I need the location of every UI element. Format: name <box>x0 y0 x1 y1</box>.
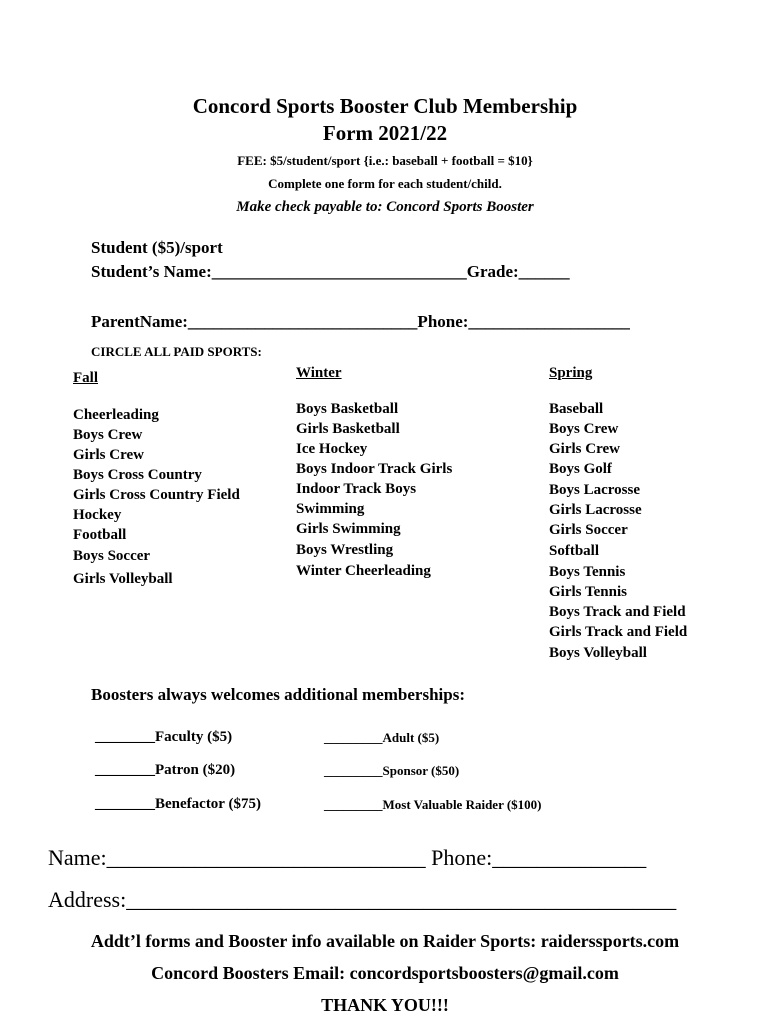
sport-item[interactable]: Girls Cross Country Field <box>73 487 240 503</box>
sport-item[interactable]: Boys Cross Country <box>73 467 202 483</box>
faculty-membership-line[interactable]: ________Faculty ($5) <box>95 729 233 745</box>
sport-item[interactable]: Softball <box>549 543 600 559</box>
sport-item[interactable]: Hockey <box>73 507 122 523</box>
sport-item[interactable]: Girls Volleyball <box>73 571 173 587</box>
sport-item[interactable]: Boys Golf <box>549 461 612 477</box>
mvr-membership-line[interactable]: _________Most Valuable Raider ($100) <box>324 797 542 812</box>
check-payable-note: Make check payable to: Concord Sports Booster <box>236 199 534 215</box>
contact-name-phone-line[interactable]: Name:_____________________________ Phone:______________ <box>48 845 647 870</box>
sport-item[interactable]: Girls Crew <box>549 441 620 457</box>
sport-item[interactable]: Girls Basketball <box>296 421 400 437</box>
sport-item[interactable]: Boys Crew <box>549 421 619 437</box>
sport-item[interactable]: Girls Track and Field <box>549 624 688 640</box>
spring-heading: Spring <box>549 365 593 381</box>
form-title-line1: Concord Sports Booster Club Membership <box>192 94 578 118</box>
sport-item[interactable]: Boys Basketball <box>296 401 399 417</box>
sport-item[interactable]: Swimming <box>296 501 365 517</box>
adult-membership-line[interactable]: _________Adult ($5) <box>324 730 440 745</box>
fall-sports-list <box>73 405 240 589</box>
one-form-note: Complete one form for each student/child. <box>268 176 502 191</box>
sport-item[interactable]: Winter Cheerleading <box>296 563 431 579</box>
sport-item[interactable]: Girls Crew <box>73 447 144 463</box>
sponsor-membership-line[interactable]: _________Sponsor ($50) <box>324 763 460 778</box>
thank-you-note: THANK YOU!!! <box>321 995 449 1015</box>
sport-item[interactable]: Boys Volleyball <box>549 645 647 661</box>
sport-item[interactable]: Girls Tennis <box>549 584 627 600</box>
parent-name-phone-line[interactable]: ParentName:___________________________Phone:___________________ <box>91 312 630 331</box>
fall-heading: Fall <box>73 370 98 386</box>
student-name-grade-line[interactable]: Student’s Name:______________________________Grade:______ <box>91 262 570 281</box>
winter-sports-list <box>296 399 452 581</box>
sport-item[interactable]: Boys Tennis <box>549 564 626 580</box>
fee-note: FEE: $5/student/sport {i.e.: baseball + football = $10} <box>237 153 533 168</box>
sport-item[interactable]: Boys Indoor Track Girls <box>296 461 453 477</box>
sport-item[interactable]: Cheerleading <box>73 407 159 423</box>
contact-address-line[interactable]: Address:__________________________________________________ <box>48 887 677 912</box>
sport-item[interactable]: Indoor Track Boys <box>296 481 417 497</box>
sport-item[interactable]: Boys Crew <box>73 427 143 443</box>
patron-membership-line[interactable]: ________Patron ($20) <box>95 762 236 778</box>
sport-item[interactable]: Girls Soccer <box>549 522 628 538</box>
booster-email-note: Concord Boosters Email: concordsportsboosters@gmail.com <box>151 963 619 983</box>
sport-item[interactable]: Boys Soccer <box>73 548 151 564</box>
sport-item[interactable]: Football <box>73 527 127 543</box>
sport-item[interactable]: Girls Swimming <box>296 521 401 537</box>
sport-item[interactable]: Girls Lacrosse <box>549 502 642 518</box>
sport-item[interactable]: Boys Lacrosse <box>549 482 640 498</box>
sport-item[interactable]: Baseball <box>549 401 604 417</box>
sport-item[interactable]: Boys Track and Field <box>549 604 686 620</box>
winter-heading: Winter <box>296 365 342 381</box>
sport-item[interactable]: Boys Wrestling <box>296 542 394 558</box>
student-fee-label: Student ($5)/sport <box>91 238 223 257</box>
forms-info-note: Addt’l forms and Booster info available on Raider Sports: raiderssports.com <box>90 931 680 951</box>
spring-sports-list <box>549 399 687 663</box>
memberships-heading: Boosters always welcomes additional memberships: <box>91 685 465 704</box>
benefactor-membership-line[interactable]: ________Benefactor ($75) <box>95 796 261 812</box>
sport-item[interactable]: Ice Hockey <box>296 441 368 457</box>
form-title-line2: Form 2021/22 <box>322 121 448 145</box>
circle-sports-instruction: CIRCLE ALL PAID SPORTS: <box>91 344 262 359</box>
